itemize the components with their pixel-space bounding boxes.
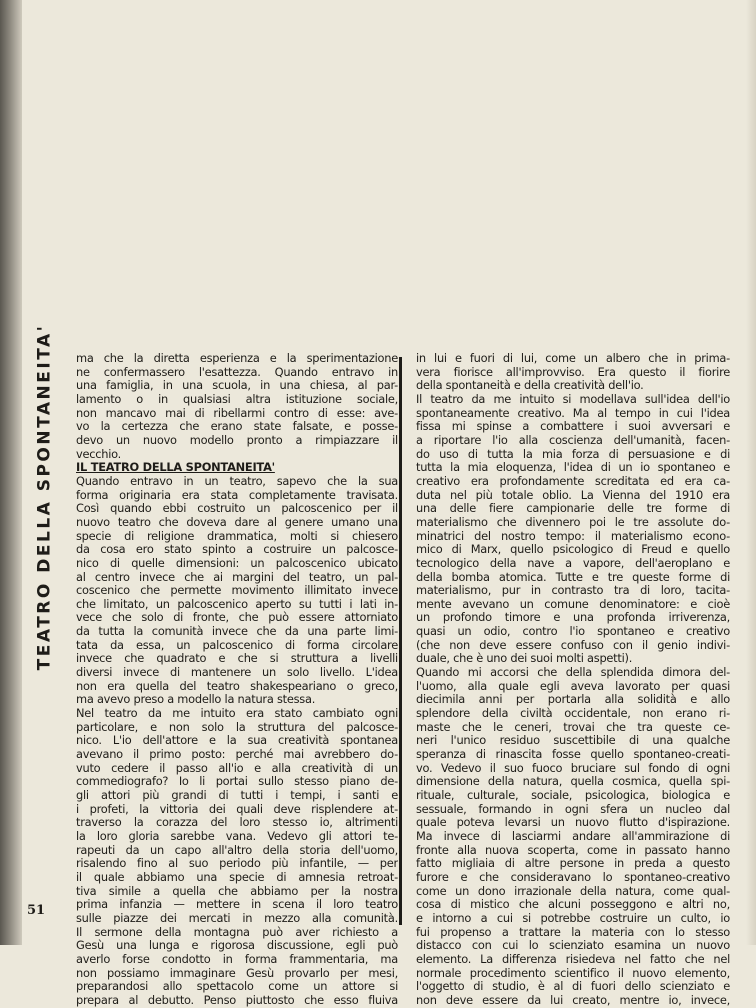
text-line: Ma invece di lasciarmi andare all'ammirazione di <box>416 829 730 843</box>
text-line: maste che le ceneri, trovai che tra queste ce- <box>416 720 730 734</box>
text-line: mente avevano un comune denominatore: e cioè <box>416 597 730 611</box>
text-line: quasi un odio, contro l'io spontaneo e creativo <box>416 625 730 639</box>
text-line: devo un nuovo modello pronto a rimpiazzare il <box>76 433 398 447</box>
text-line: prepara al debutto. Penso piuttosto che esso fluiva <box>76 993 398 1007</box>
page-number: 51 <box>27 903 46 918</box>
text-line: invece che quadrato e che si struttura a livelli <box>76 652 398 666</box>
text-line: tecnologico della nave a vapore, dell'aeroplano e <box>416 556 730 570</box>
text-line: (che non deve essere confuso con il genio indivi- <box>416 638 730 652</box>
text-line: al centro invece che ai margini del teatro, un pal- <box>76 570 398 584</box>
text-line: sulle piazze dei mercati in mezzo alla comunità. <box>76 911 398 925</box>
text-line: Quando entravo in un teatro, sapevo che la sua <box>76 474 398 488</box>
vertical-title <box>25 323 63 671</box>
text-line: furore e che consideravano lo spontaneo-creativo <box>416 870 730 884</box>
text-line: averlo forse condotto in forma frammentaria, ma <box>76 952 398 966</box>
text-line: particolare, e non solo la struttura del palcosce- <box>76 720 398 734</box>
text-line: fronte alla nuova scoperta, come in passato hanno <box>416 843 730 857</box>
text-line: mico di Marx, quello psicologico di Freud e quello <box>416 543 730 557</box>
text-line: tutta la mia eloquenza, l'idea di un io spontaneo e <box>416 461 730 475</box>
text-line: un profondo timore e una profonda irriverenza, <box>416 611 730 625</box>
text-line: Nel teatro da me intuito era stato cambiato ogni <box>76 707 398 721</box>
book-spine-shadow <box>0 0 22 945</box>
text-line: fui propenso a trattare la materia con lo stesso <box>416 925 730 939</box>
text-line: non era quella del teatro shakespeariano o greco, <box>76 679 398 693</box>
text-line: Gesù una lunga e rigorosa discussione, egli può <box>76 939 398 953</box>
text-line: materialismo, pur in contrasto tra di loro, tacita- <box>416 584 730 598</box>
text-line: speranza di rinascita fosse quello spontaneo-creati- <box>416 748 730 762</box>
text-line: commediografo? Io li portai sullo stesso piano de- <box>76 775 398 789</box>
text-line: la loro gloria sarebbe vana. Vedevo gli attori te- <box>76 829 398 843</box>
text-line: sessuale, formando in ogni sfera un nucleo dal <box>416 802 730 816</box>
text-line: preparandosi allo spettacolo come un attore si <box>76 980 398 994</box>
text-line: diversi invece di mantenere un solo livello. L'idea <box>76 666 398 680</box>
vertical-title-text: TEATRO DELLA SPONTANEITA' <box>34 323 54 671</box>
text-line: cosa di mistico che alcuni posseggono e altri no, <box>416 898 730 912</box>
text-line: Il teatro da me intuito si modellava sull'idea dell'io <box>416 392 730 406</box>
text-line: in lui e fuori di lui, come un albero che in prima- <box>416 352 730 365</box>
text-line: l'uomo, alla quale egli aveva lavorato per quasi <box>416 679 730 693</box>
text-line: rituale, culturale, sociale, psicologica, biologica e <box>416 789 730 802</box>
text-line: dimensione della natura, quella cosmica, quella spi- <box>416 775 730 789</box>
text-line: a riportare l'io alla coscienza dell'umanità, facen- <box>416 433 730 447</box>
text-line: quale poteva levarsi un nuovo flutto d'ispirazione. <box>416 816 730 830</box>
column-divider <box>399 357 402 925</box>
text-line: della spontaneità e della creatività dell'io. <box>416 379 644 393</box>
text-line: fissa mi spinse a combattere i suoi avversari e <box>416 420 730 434</box>
text-line: diecimila anni per portarla alla solidità e allo <box>416 693 730 707</box>
text-line: il quale abbiamo una specie di amnesia retroat- <box>76 870 398 884</box>
text-line: avevano il primo posto: perché mai avrebbero do- <box>76 748 398 762</box>
text-line: gli attori più grandi di tutti i tempi, i santi e <box>76 789 398 802</box>
text-line: prima infanzia — mettere in scena il loro teatro <box>76 898 398 912</box>
text-line: minatrici del nostro tempo: il materialismo econo- <box>416 529 730 543</box>
text-line: vuto cedere il passo all'io e alla creatività di un <box>76 761 398 775</box>
text-line: neri l'unico residuo suscettibile di una qualche <box>416 734 730 748</box>
text-line: tiva simile a quella che abbiamo per la nostra <box>76 884 398 898</box>
text-line: come un dono irrazionale della natura, come qual- <box>416 884 730 898</box>
text-line: duta nel più totale oblio. La Vienna del 1910 era <box>416 488 730 502</box>
text-line: vera fiorisce all'improvviso. Era questo il fiorire <box>416 365 730 379</box>
text-line: creativo era profondamente screditata ed era ca- <box>416 474 730 488</box>
text-line: fatto migliaia di altre persone in preda a questo <box>416 857 730 871</box>
text-line: materialismo che divennero poi le tre assolute do- <box>416 515 730 529</box>
text-line: e intorno a cui si potrebbe costruire un culto, io <box>416 911 730 925</box>
text-line: non mancavo mai di ribellarmi contro di esse: ave- <box>76 406 398 420</box>
page-edge <box>746 0 756 945</box>
text-line: l'oggetto di studio, è al di fuori dello scienziato e <box>416 980 730 994</box>
text-line: ma avevo preso a modello la natura stessa. <box>76 693 316 707</box>
text-line: splendore della civiltà occidentale, non erano ri- <box>416 707 730 721</box>
text-line: nuovo teatro che doveva dare al genere umano una <box>76 515 398 529</box>
text-line: duale, che è uno dei suoi molti aspetti). <box>416 652 633 666</box>
text-line: una famiglia, in una scuola, in una chiesa, al par- <box>76 379 398 393</box>
text-line: una delle fiere campionarie delle tre forme di <box>416 502 730 516</box>
text-line: risalendo fino al suo periodo più infantile, — per <box>76 857 398 871</box>
text-column-right <box>416 352 730 1008</box>
text-line: traverso la corazza del loro stesso io, altrimenti <box>76 816 398 830</box>
text-line: Così quando ebbi costruito un palcoscenico per il <box>76 502 398 516</box>
text-line: da tutta la comunità invece che da una parte limi- <box>76 625 398 639</box>
text-line: elemento. La differenza risiedeva nel fatto che nel <box>416 952 730 966</box>
text-line: specie di religione drammatica, molti si chiesero <box>76 529 398 543</box>
text-line: ne confermassero l'esattezza. Quando entravo in <box>76 365 398 379</box>
text-line: Quando mi accorsi che della splendida dimora del- <box>416 666 730 680</box>
text-line: vecchio. <box>76 447 122 461</box>
text-line: coscenico che permette movimento illimitato invece <box>76 584 398 598</box>
text-line: da cosa ero stato spinto a costruire un palcosce- <box>76 543 398 557</box>
text-line: lamento o in qualsiasi altra istituzione sociale, <box>76 392 398 406</box>
text-line: non deve essere da lui creato, mentre io, invece, <box>416 993 730 1007</box>
text-line: forma originaria era stata completamente travisata. <box>76 488 398 502</box>
section-heading: IL TEATRO DELLA SPONTANEITA' <box>76 461 275 475</box>
text-line: tata da essa, un palcoscenico di forma circolare <box>76 638 398 652</box>
text-line: rapeuti da un capo all'altro della storia dell'uomo, <box>76 843 398 857</box>
text-line: distacco con cui lo scienziato esamina un nuovo <box>416 939 730 953</box>
text-line: della bomba atomica. Tutte e tre queste forme di <box>416 570 730 584</box>
text-line: non possiamo immaginare Gesù provarlo per mesi, <box>76 966 398 980</box>
text-line: vo la certezza che erano state falsate, e posse- <box>76 420 398 434</box>
text-line: do uso di tutta la mia forza di persuasione e di <box>416 447 730 461</box>
text-line: nico di quelle dimensioni: un palcoscenico ubicato <box>76 556 398 570</box>
text-column-left <box>76 352 398 1008</box>
text-line: spontaneamente creativo. Ma al tempo in cui l'idea <box>416 406 730 420</box>
text-line: nico. L'io dell'attore e la sua creatività spontanea <box>76 734 398 748</box>
text-line: Il sermone della montagna può aver richiesto a <box>76 925 398 939</box>
text-line: vece che solo di fronte, che può essere attorniato <box>76 611 398 625</box>
text-line: vo. Vedevo il suo fuoco bruciare sul fondo di ogni <box>416 761 730 775</box>
text-line: normale procedimento scientifico il nuovo elemento, <box>416 966 730 980</box>
text-line: ma che la diretta esperienza e la sperimentazione <box>76 352 398 365</box>
text-line: che limitato, un palcoscenico aperto su tutti i lati in- <box>76 597 398 611</box>
text-line: i profeti, la vittoria dei quali deve risplendere at- <box>76 802 398 816</box>
